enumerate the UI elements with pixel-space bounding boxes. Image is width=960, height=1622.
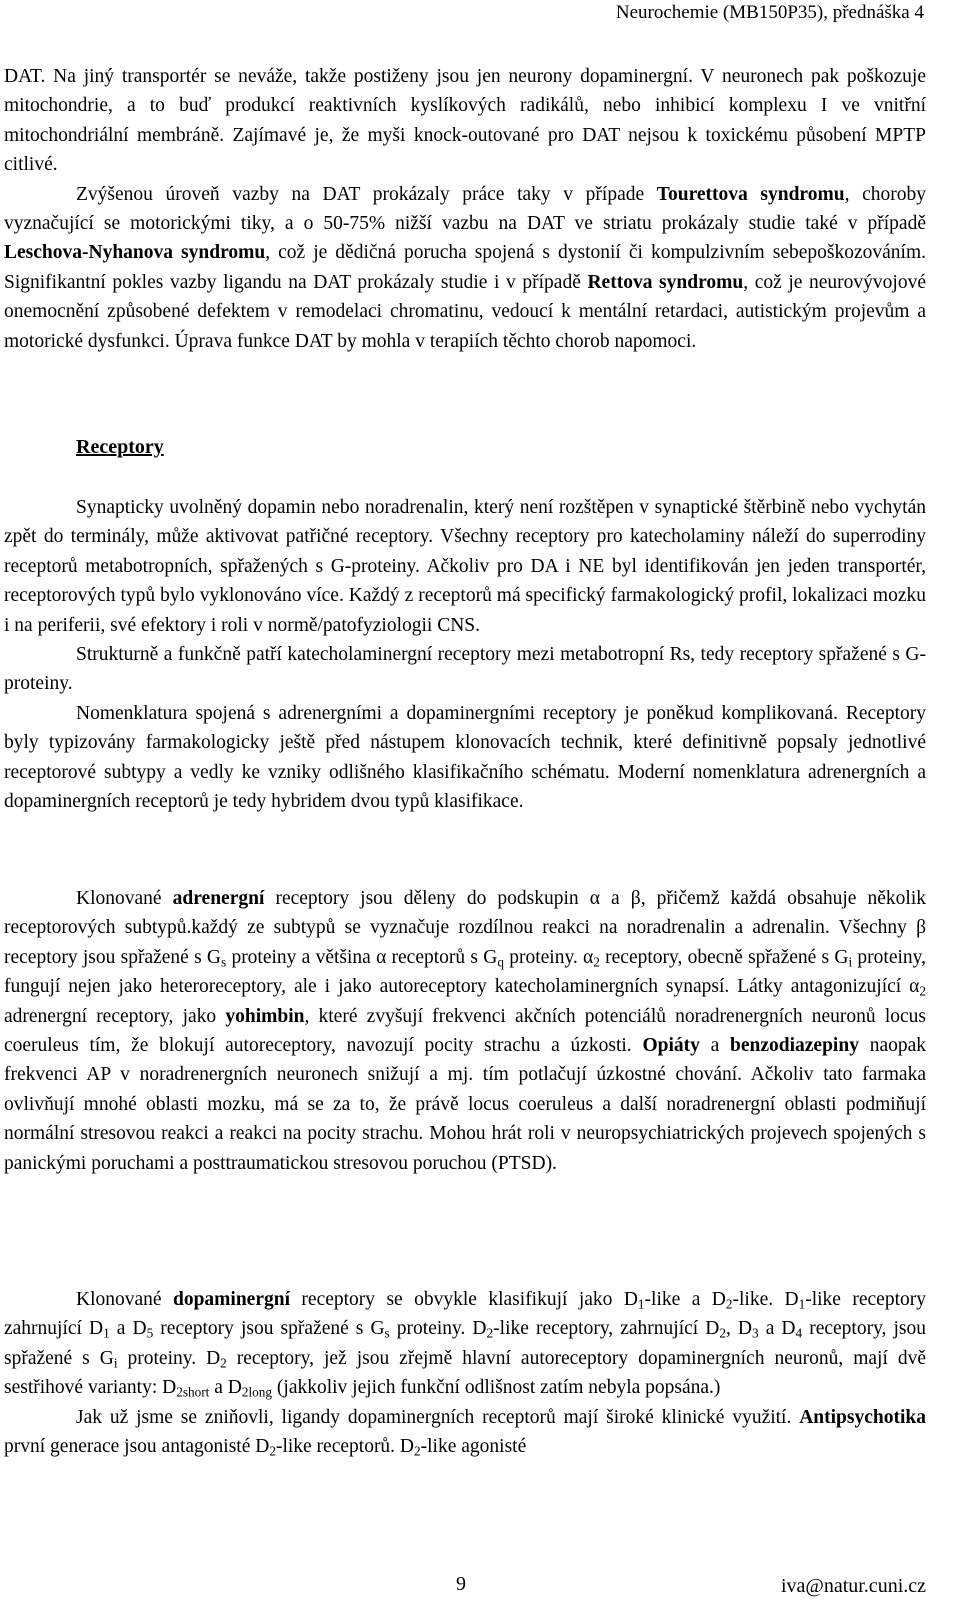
text-run: receptory, jsou spřažené s G <box>4 1318 926 1369</box>
text-run: , což je dědičná porucha spojená s dystonií či kompulzivním sebepoškozováním. Signifikantní pokles vazby ligandu na DAT prokázaly studie i v případě <box>4 242 927 293</box>
text-run: receptory jsou děleny do podskupin α a β, přičemž každá obsahuje několik receptorových subtypů.každý ze subtypů se vyznačuje rozdílnou reakci na noradrenalin a adrenalin. Všechny β receptory jsou spřažené s G <box>4 888 926 968</box>
text-run: receptory se obvykle klasifikují jako D <box>290 1289 638 1310</box>
text-run: první generace jsou antagonisté D <box>4 1436 270 1458</box>
subscript: q <box>497 954 504 970</box>
page-number: 9 <box>456 1573 466 1595</box>
subscript: s <box>384 1325 390 1341</box>
section-heading-receptory: Receptory <box>76 436 164 458</box>
text-run: -like a D <box>644 1289 726 1310</box>
intro-section <box>4 62 926 356</box>
subscript: 2short <box>176 1384 210 1400</box>
text-run: a D <box>209 1377 242 1399</box>
text-run: -like receptory, zahrnující D <box>493 1318 720 1340</box>
subscript: 1 <box>798 1296 806 1312</box>
text-run: , což je neurovývojové onemocnění způsobené defektem v remodelaci chromatinu, vedoucí k mentální retardaci, autistickým projevům a motorické dysfunkci. Úprava funkce DAT by mohla v terapiích těchto chorob napomoci. <box>4 271 926 352</box>
paragraph-receptors-nomenclature: Nomenklatura spojená s adrenergními a dopaminergními receptory je poněkud komplikovaná. Receptory byly typizovány farmakologicky ještě před nástupem klonovacích technik, které definitivně popsaly jednotlivé receptorové subtypy a vedly ke vzniky odlišného klasifikačního schématu. Moderní nomenklatura adrenergních a dopaminergních receptorů je tedy hybridem dvou typů klasifikace. <box>4 702 926 813</box>
text-run: adrenergní receptory, jako <box>4 1005 226 1027</box>
term-benzodiazepiny: benzodiazepiny <box>730 1035 859 1057</box>
receptory-section <box>4 493 926 816</box>
text-run: -like. D <box>732 1289 799 1310</box>
text-run: receptory, jež jsou zřejmě hlavní autoreceptory dopaminergních neuronů, mají dvě sestřihové varianty: D <box>4 1347 926 1399</box>
text-run: proteiny, fungují nejen jako heteroreceptory, ale i jako autoreceptory katecholaminergních synapsí. Látky antagonizující α <box>4 946 927 998</box>
subscript: 5 <box>146 1325 154 1341</box>
subscript: 2 <box>719 1325 726 1341</box>
term-rett: Rettova syndromu <box>587 271 744 293</box>
text-run: naopak frekvenci AP v noradrenergních neuronech snižují a mj. tím potlačují úzkostné chování. Ačkoliv tato farmaka ovlivňují mnohé oblasti mozku, má se za to, že právě locus coeruleus a další noradrenergní oblasti podmiňují normální stresovou reakci a reakci na pocity strachu. Mohou hrát roli v neuropsychiatrických projevech spojených s panickými poruchami a posttraumatickou stresovou poruchou (PTSD). <box>4 1035 927 1174</box>
text-run: Klonované <box>76 888 173 909</box>
term-dopaminergni: dopaminergní <box>172 1289 291 1310</box>
adrenergic-section <box>4 884 926 1178</box>
term-yohimbin: yohimbin <box>225 1005 305 1027</box>
text-run: a <box>699 1035 731 1057</box>
paragraph-dopaminergic <box>4 1285 926 1403</box>
paragraph-receptors-intro: Synapticky uvolněný dopamin nebo noradrenalin, který není rozštěpen v synaptické štěrbině nebo vychytán zpět do terminály, může aktivovat patřičné receptory. Všechny receptory pro katecholaminy náleží do superrodiny receptorů metabotropních, spřažených s G-proteiny. Ačkoliv pro DA i NE byl identifikován jen jeden transportér, receptorových typů bylo vyklonováno více. Každý z receptorů má specifický farmakologický profil, lokalizaci mozku i na periferii, své efektory i roli v normě/patofyziologii CNS. <box>4 497 926 636</box>
term-antipsychotika: Antipsychotika <box>799 1406 926 1428</box>
subscript: 2 <box>725 1296 733 1312</box>
running-header: Neurochemie (MB150P35), přednáška 4 <box>615 2 924 23</box>
text-run: , D <box>725 1318 753 1340</box>
text-run: , choroby vyznačující se motorickými tiky, a o 50-75% nižší vazbu na DAT ve striatu prokázaly studie také v případě <box>4 183 926 235</box>
text-run: a D <box>109 1318 147 1340</box>
subscript: 2 <box>269 1443 276 1459</box>
text-run: proteiny. D <box>117 1347 221 1369</box>
paragraph-dat-mptp: DAT. Na jiný transportér se neváže, takže postiženy jsou jen neurony dopaminergní. V neuronech pak poškozuje mitochondrie, a to buď produkcí reaktivních kyslíkových radikálů, nebo inhibicí komplexu I ve vnitřní mitochondriální membráně. Zajímavé je, že myši knock-outované pro DAT nejsou k toxickému působení MPTP citlivé. <box>4 66 926 176</box>
term-adrenergni: adrenergní <box>172 888 265 909</box>
subscript: i <box>113 1355 118 1371</box>
subscript: 1 <box>637 1296 645 1312</box>
text-run: receptory, obecně spřažené s G <box>599 946 849 968</box>
text-run: Zvýšenou úroveň vazby na DAT prokázaly práce taky v případe <box>76 183 657 205</box>
dopaminergic-section <box>4 1285 926 1461</box>
text-run: -like receptorů. D <box>275 1436 415 1458</box>
text-run: Klonované <box>76 1289 173 1310</box>
subscript: 2 <box>486 1325 494 1341</box>
term-lesch-nyhan: Leschova-Nyhanova syndromu <box>4 242 266 264</box>
paragraph-dat-syndromes <box>4 180 926 356</box>
subscript: 2long <box>241 1384 273 1400</box>
text-run: proteiny a většina α receptorů s G <box>226 946 498 968</box>
subscript: 2 <box>414 1443 421 1459</box>
text-run: proteiny. D <box>389 1318 487 1340</box>
text-run: Jak už jsme se zniňovli, ligandy dopaminergních receptorů mají široké klinické využití. <box>76 1406 800 1428</box>
paragraph-adrenergic <box>4 884 926 1178</box>
subscript: i <box>848 954 853 970</box>
text-run: -like agonisté <box>420 1436 527 1458</box>
text-run: -like receptory zahrnující D <box>4 1289 926 1340</box>
text-run: receptory jsou spřažené s G <box>153 1318 385 1340</box>
subscript: 4 <box>795 1325 803 1341</box>
paragraph-receptors-structure: Strukturně a funkčně patří katecholaminergní receptory mezi metabotropní Rs, tedy receptory spřažené s G-proteiny. <box>4 644 926 695</box>
term-tourette: Tourettova syndromu <box>656 183 845 205</box>
author-email: iva@natur.cuni.cz <box>780 1575 926 1597</box>
text-run: , které zvyšují frekvenci akčních potenciálů noradrenergních neuronů locus coeruleus tím, že blokují autoreceptory, navozují pocity strachu a úzkosti. <box>4 1005 926 1057</box>
text-run: a D <box>758 1318 796 1340</box>
subscript: 3 <box>752 1325 759 1341</box>
term-opiaty: Opiáty <box>642 1035 700 1057</box>
subscript: 1 <box>103 1325 110 1341</box>
subscript: 2 <box>220 1355 227 1371</box>
text-run: (jakkoliv jejich funkční odlišnost zatím nebyla popsána.) <box>272 1377 721 1399</box>
text-run: proteiny. α <box>503 946 594 968</box>
subscript: 2 <box>919 983 926 999</box>
subscript: 2 <box>593 954 600 970</box>
subscript: s <box>221 954 227 970</box>
paragraph-dopamine-ligands <box>4 1403 926 1462</box>
